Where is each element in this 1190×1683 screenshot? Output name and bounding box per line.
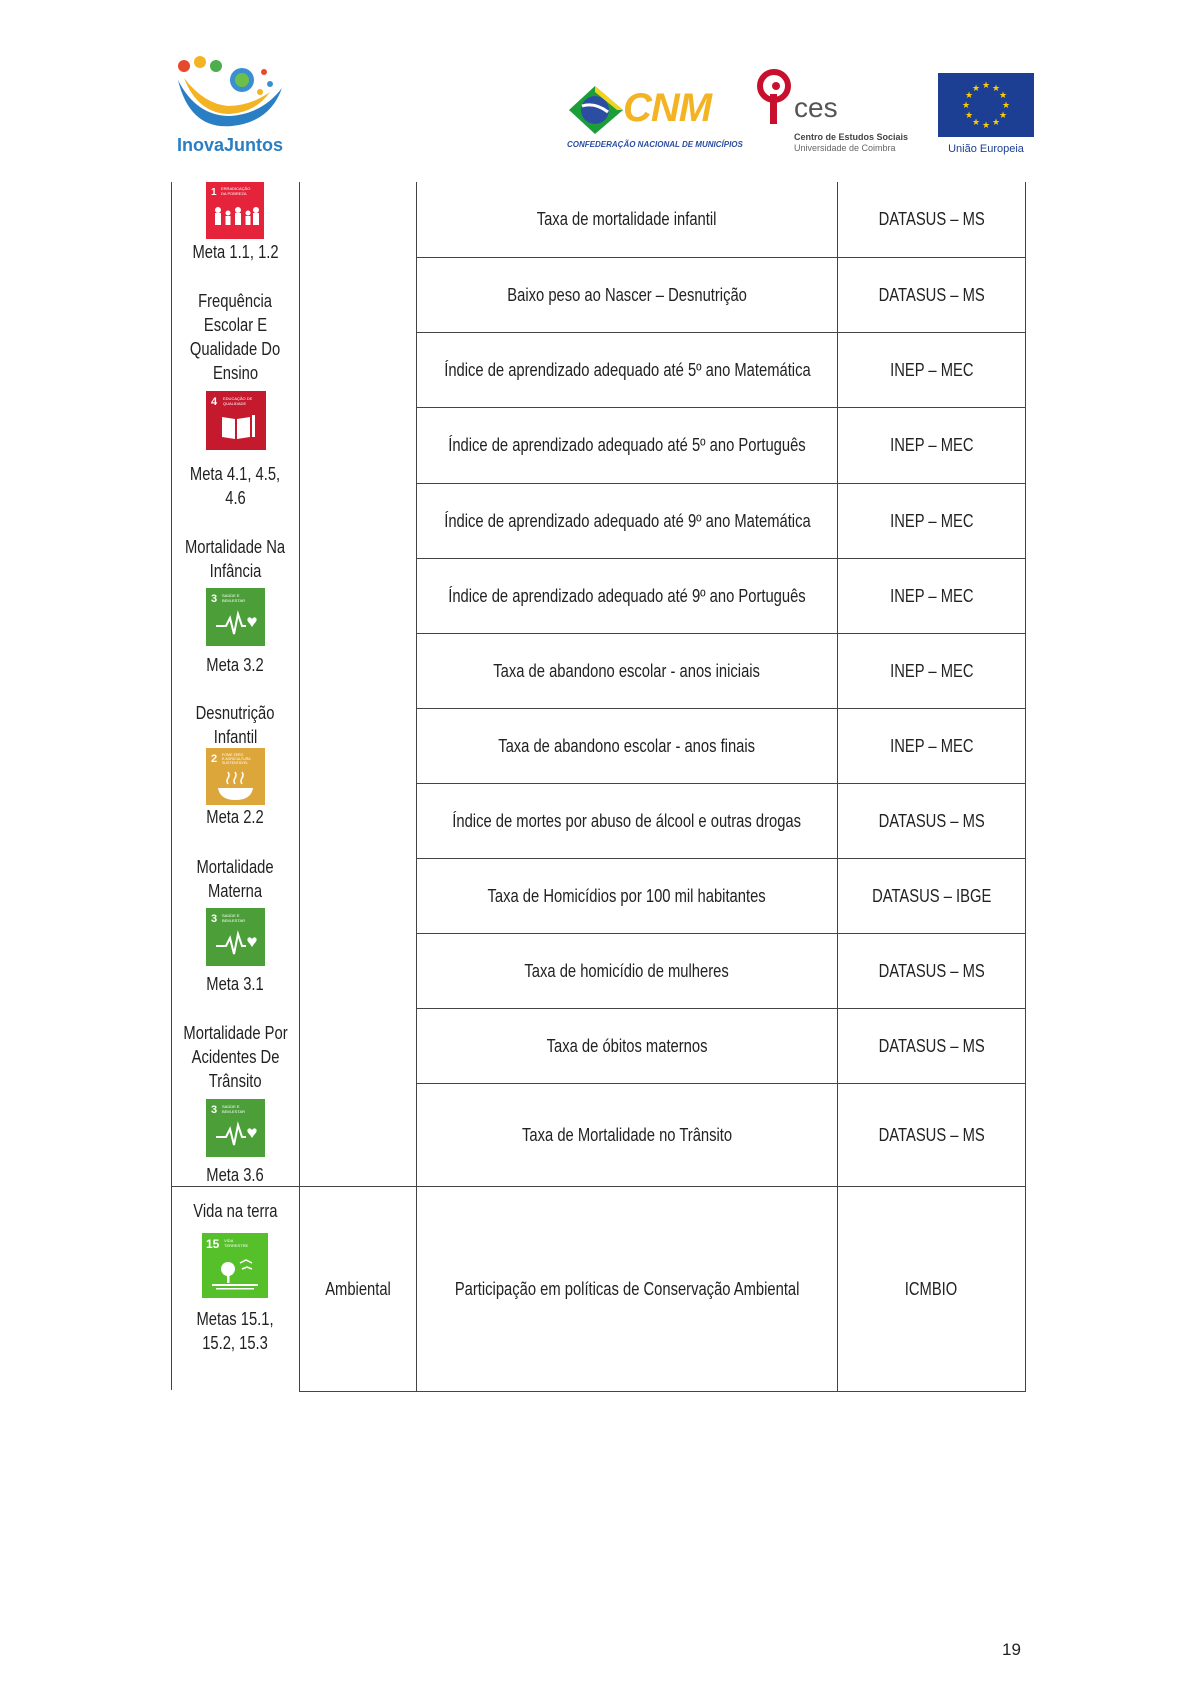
ces-emblem-icon (756, 68, 796, 130)
table-row (838, 934, 1025, 1008)
svg-text:★: ★ (1001, 101, 1011, 111)
source-cell: INEP – MEC (889, 510, 974, 531)
sdg-4-education-icon (206, 391, 266, 450)
svg-text:BEM-ESTAR: BEM-ESTAR (222, 1109, 246, 1114)
source-cell: ICMBIO (905, 1278, 958, 1299)
svg-text:★: ★ (971, 118, 981, 128)
indicator-group-title: Frequência Escolar E Qualidade Do Ensino (190, 291, 281, 383)
cnm-subtitle: CONFEDERAÇÃO NACIONAL DE MUNICÍPIOS (567, 140, 743, 149)
svg-text:1: 1 (211, 187, 217, 198)
source-cell: DATASUS – MS (878, 209, 985, 229)
svg-text:★: ★ (981, 121, 991, 131)
svg-text:VIDA: VIDA (224, 1238, 234, 1243)
table-row (838, 859, 1025, 933)
table-row (838, 484, 1025, 558)
indicator-group-title: Vida na terra (193, 1201, 278, 1221)
svg-text:E AGRICULTURA: E AGRICULTURA (222, 757, 251, 761)
indicator-cell: Índice de mortes por abuso de álcool e outras drogas (452, 810, 802, 831)
svg-text:SAÚDE E: SAÚDE E (222, 1104, 240, 1109)
sdg-3-health-icon (206, 1099, 265, 1157)
svg-text:TERRESTRE: TERRESTRE (224, 1243, 249, 1248)
table-row (417, 634, 837, 708)
page-number: 19 (1002, 1640, 1021, 1659)
svg-text:FOME ZERO: FOME ZERO (222, 753, 244, 757)
source-cell: DATASUS – MS (878, 960, 985, 981)
sdg-15-life-on-land-icon (202, 1233, 268, 1298)
svg-text:QUALIDADE: QUALIDADE (223, 401, 247, 406)
table-row (838, 1187, 1025, 1391)
table-row (417, 484, 837, 558)
table-row (417, 1187, 837, 1391)
meta-label: Metas 15.1, 15.2, 15.3 (196, 1309, 275, 1353)
source-cell: INEP – MEC (889, 359, 974, 380)
source-cell: INEP – MEC (889, 585, 974, 606)
indicator-cell: Baixo peso ao Nascer – Desnutrição (507, 284, 747, 305)
svg-text:3: 3 (211, 1104, 218, 1116)
table-row (838, 559, 1025, 633)
table-row (417, 408, 837, 483)
table-border-right (1025, 182, 1026, 1392)
table-row (838, 258, 1025, 332)
svg-text:★: ★ (964, 91, 974, 101)
category-label: Ambiental (325, 1278, 391, 1299)
table-row (417, 1084, 837, 1186)
source-cell: DATASUS – MS (878, 1035, 985, 1056)
table-row (417, 859, 837, 933)
table-row (417, 559, 837, 633)
source-cell: DATASUS – MS (878, 284, 985, 305)
eu-logo (938, 73, 1034, 155)
indicator-cell: Índice de aprendizado adequado até 9º ano Português (448, 585, 806, 606)
svg-text:4: 4 (211, 396, 218, 408)
svg-text:★: ★ (998, 91, 1008, 101)
svg-text:EDUCAÇÃO DE: EDUCAÇÃO DE (223, 396, 253, 401)
table-row (838, 634, 1025, 708)
table-border-bottom (299, 1391, 1026, 1392)
sdg-2-zero-hunger-icon (206, 748, 265, 805)
category-cell (300, 1187, 416, 1391)
sdg-3-health-icon (206, 908, 265, 966)
svg-text:SAÚDE E: SAÚDE E (222, 913, 240, 918)
svg-text:2: 2 (211, 753, 218, 765)
svg-text:★: ★ (981, 81, 991, 91)
indicator-cell: Taxa de Homicídios por 100 mil habitantes (487, 885, 767, 906)
ces-logo (756, 68, 916, 154)
indicator-group-title: Mortalidade Por Acidentes De Trânsito (183, 1023, 288, 1091)
indicator-cell: Índice de aprendizado adequado até 5º ano Matemática (443, 359, 811, 380)
table-row (417, 258, 837, 332)
svg-text:SUSTENTÁVEL: SUSTENTÁVEL (222, 761, 248, 765)
svg-text:SAÚDE E: SAÚDE E (222, 593, 240, 598)
eu-label: União Europeia (948, 143, 1024, 155)
svg-text:15: 15 (206, 1237, 220, 1251)
table-row (838, 1084, 1025, 1186)
svg-text:DA POBREZA: DA POBREZA (221, 191, 247, 196)
table-row (838, 182, 1025, 257)
table-row (838, 709, 1025, 783)
cnm-logo (565, 82, 743, 154)
meta-label: Meta 3.6 (206, 1165, 265, 1185)
indicator-cell: Taxa de abandono escolar - anos iniciais (493, 660, 761, 681)
inovajuntos-wordmark: InovaJuntos (176, 135, 283, 155)
inovajuntos-emblem-icon (170, 52, 290, 132)
meta-label: Meta 3.2 (206, 655, 265, 675)
indicator-cell: Taxa de mortalidade infantil (537, 209, 717, 229)
table-row (838, 1009, 1025, 1083)
ces-line2: Universidade de Coimbra (794, 143, 896, 153)
source-cell: INEP – MEC (889, 660, 974, 681)
table-row (417, 784, 837, 858)
inovajuntos-logo (170, 52, 290, 155)
header-logos (0, 0, 1190, 170)
indicator-cell: Taxa de abandono escolar - anos finais (498, 735, 756, 756)
svg-text:3: 3 (211, 913, 218, 925)
indicator-group-title: Mortalidade Na Infância (185, 537, 286, 581)
source-cell: DATASUS – MS (878, 810, 985, 831)
svg-text:★: ★ (998, 111, 1008, 121)
source-cell: DATASUS – MS (878, 1124, 985, 1145)
indicator-group-title: Mortalidade Materna (196, 857, 275, 901)
table-row (417, 709, 837, 783)
table-row (417, 934, 837, 1008)
svg-text:★: ★ (961, 101, 971, 111)
sdg-1-poverty-icon (206, 182, 264, 239)
table-row (417, 333, 837, 407)
indicator-cell: Taxa de óbitos maternos (546, 1035, 708, 1056)
table-row (838, 784, 1025, 858)
cnm-wordmark: CNM (623, 86, 712, 130)
source-cell: DATASUS – IBGE (871, 885, 992, 906)
source-cell: INEP – MEC (889, 435, 974, 455)
table-row (838, 408, 1025, 483)
svg-text:★: ★ (991, 84, 1001, 94)
indicator-cell: Índice de aprendizado adequado até 5º ano Português (448, 435, 806, 455)
indicator-cell: Índice de aprendizado adequado até 9º ano Matemática (443, 510, 811, 531)
eu-flag-icon (938, 73, 1034, 137)
svg-text:BEM-ESTAR: BEM-ESTAR (222, 918, 246, 923)
meta-label: Meta 3.1 (206, 974, 265, 994)
meta-label: Meta 2.2 (206, 807, 265, 827)
ces-wordmark: ces (794, 92, 838, 123)
indicator-cell: Taxa de Mortalidade no Trânsito (521, 1124, 733, 1145)
indicator-cell: Participação em políticas de Conservação Ambiental (454, 1278, 800, 1299)
indicator-cell: Taxa de homicídio de mulheres (524, 960, 730, 981)
sdg-3-health-icon (206, 588, 265, 646)
brazil-flag-icon (565, 82, 625, 138)
svg-text:★: ★ (971, 84, 981, 94)
meta-label: Meta 4.1, 4.5, 4.6 (190, 464, 281, 508)
source-cell: INEP – MEC (889, 735, 974, 756)
svg-text:ERRADICAÇÃO: ERRADICAÇÃO (221, 186, 251, 191)
svg-text:3: 3 (211, 593, 218, 605)
table-row (417, 1009, 837, 1083)
meta-label: Meta 1.1, 1.2 (192, 242, 279, 262)
table-row (838, 333, 1025, 407)
svg-text:★: ★ (964, 111, 974, 121)
table-row (417, 182, 837, 257)
ces-line1: Centro de Estudos Sociais (794, 132, 909, 142)
indicator-group-title: Desnutrição Infantil (196, 703, 275, 747)
svg-text:★: ★ (991, 118, 1001, 128)
svg-text:BEM-ESTAR: BEM-ESTAR (222, 598, 246, 603)
